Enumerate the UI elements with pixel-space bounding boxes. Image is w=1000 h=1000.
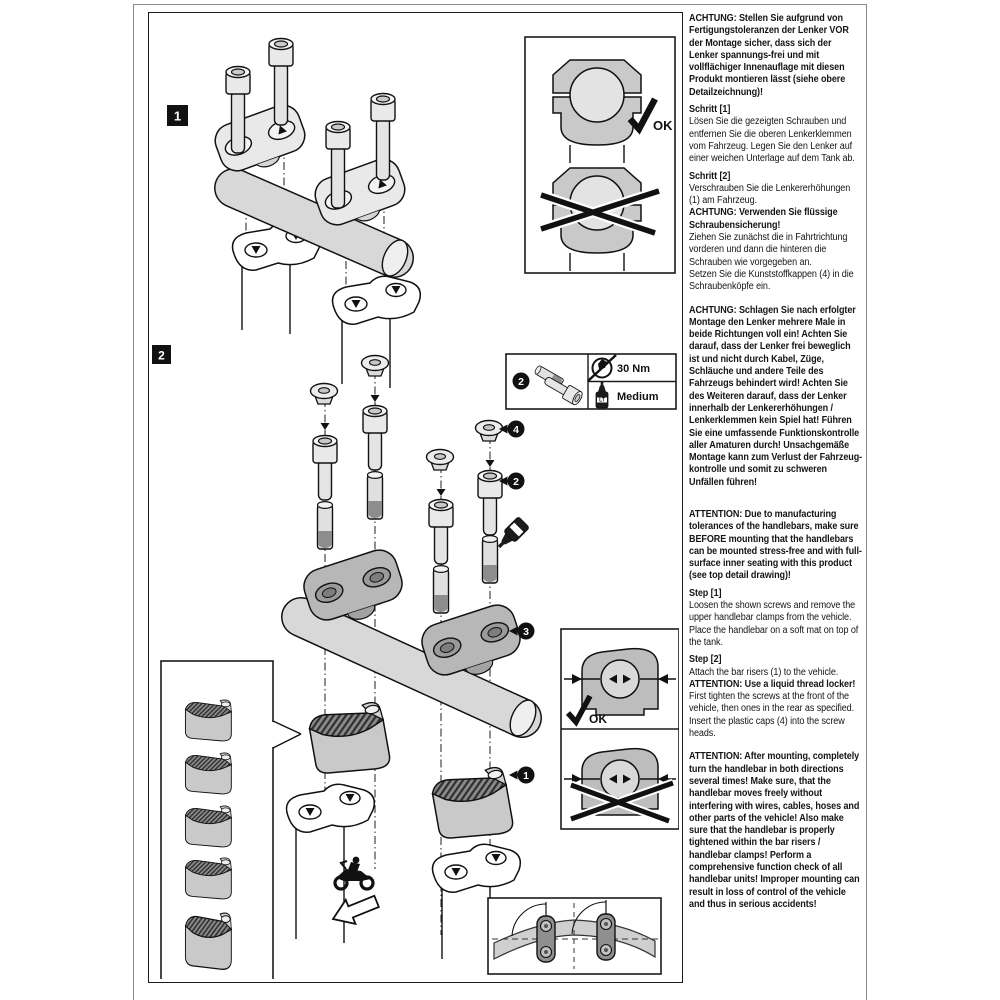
warning-en-post: ATTENTION: After mounting, completely turn the handlebar in both directions several times! Make sure, that the handlebar moves freely without interfering with wires, cables, hoses and other parts of the vehicle! Also make sure that the handlebar is properly tightened within the bar risers / handlebar clamps! Perform a comprehensive function check of all handlebar units! Improper mounting can result in loss of control of the vehicle and thus in serious accidents! — [689, 751, 860, 910]
parts-spec-box — [506, 354, 676, 409]
warning-de-locker: ACHTUNG: Verwenden Sie flüssige Schraubensicherung! — [689, 207, 838, 231]
step-1-body: Loosen the shown screws and remove the upper handlebar clamps from the vehicle. Place the handlebar on a soft mat on top of the tank. — [689, 600, 859, 648]
callout-bar-riser — [509, 767, 535, 784]
callout-screw — [499, 473, 525, 490]
step1-diagram — [210, 39, 420, 389]
heading-schritt-1: Schritt [1] — [689, 104, 731, 116]
schritt-2-body-2: Ziehen Sie zunächst die in Fahrtrichtung vorderen und dann die hinteren die Schrauben wie vorgegeben an. — [689, 232, 848, 268]
schritt-1-body: Lösen Sie die gezeigten Schrauben und entfernen Sie die oberen Lenkerklemmen vom Fahrzeug. Legen Sie den Lenker auf einer weichen Unterlage auf dem Tank ab. — [689, 116, 855, 165]
socket-screw — [313, 406, 502, 565]
heading-step-1: Step [1] — [689, 587, 722, 599]
svg-text:3: 3 — [523, 626, 529, 638]
instruction-text-column — [689, 13, 863, 911]
svg-text:2: 2 — [158, 348, 165, 363]
step2-badge — [152, 345, 171, 364]
schritt-2-body-3: Setzen Sie die Kunststoffkappen (4) in die Schraubenköpfe ein. — [689, 268, 854, 293]
svg-text:2: 2 — [513, 476, 519, 488]
ok-label: OK — [653, 118, 673, 133]
heading-step-2: Step [2] — [689, 654, 722, 666]
direction-arrow — [328, 889, 381, 931]
plastic-cap — [311, 356, 503, 497]
warning-de-pre: ACHTUNG: Stellen Sie aufgrund von Fertigungstoleranzen der Lenker VOR der Montage sicher, dass sich der Lenker spannungs-frei und mit vollflächiger Innenauflage mit diesen Produkt montieren lässt (siehe obere Detailzeichnung)! — [689, 13, 849, 98]
callout-plastic-cap — [499, 421, 525, 438]
inset-handlebar-topview — [488, 898, 661, 974]
warning-en-pre: ATTENTION: Due to manufacturing tolerances of the handlebars, make sure BEFORE mounting that the handlebars can be mounted stress-free and with full-surface inner seating with this product (see top detail drawing)! — [689, 508, 862, 582]
schritt-2-body: Verschrauben Sie die Lenkererhöhungen (1) am Fahrzeug. — [689, 182, 851, 207]
step1-badge — [167, 105, 188, 126]
inset-clamp-alignment — [561, 629, 679, 829]
svg-text:1: 1 — [523, 770, 529, 782]
torque-value: 30 Nm — [617, 363, 651, 375]
callout-gap — [271, 722, 274, 747]
svg-text:1: 1 — [173, 108, 182, 124]
assembly-diagram — [149, 13, 679, 979]
warning-de-post: ACHTUNG: Schlagen Sie nach erfolgter Montage den Lenker mehrere Male in beide Richtungen voll ein! Achten Sie darauf, dass der Lenker frei beweglich ist und nicht durch Kabel, Züge, Schläuche und andere Teile des Fahrzeugs behindert wird! Achten Sie des Weiteren darauf, dass der Lenker innerhalb der Lenkererhöhungen / Lenkerklemmen kein Spiel hat! Führen Sie eine umfassende Funktionskontrolle aller Amaturen durch! Unsachgemäße Montage kann zum Verlust der Fahrzeug-kontrolle und somit zu schweren Unfällen führen! — [689, 304, 863, 488]
diagram-frame — [148, 12, 683, 983]
riding-direction-icon — [328, 857, 381, 931]
callout-pointer — [273, 721, 301, 748]
threadlocker-bottle-icon — [494, 517, 530, 553]
riser-variants-box — [161, 661, 301, 979]
svg-text:4: 4 — [513, 424, 519, 436]
bottle-label: LT — [599, 397, 605, 404]
part-badge-number: 2 — [518, 376, 524, 388]
ok-label: OK — [589, 712, 607, 726]
page-edge-left — [133, 4, 134, 1000]
warning-en-locker: ATTENTION: Use a liquid thread locker! — [689, 678, 856, 690]
heading-schritt-2: Schritt [2] — [689, 170, 731, 182]
inset-clamp-seating — [525, 37, 675, 273]
page-edge-top — [133, 4, 867, 5]
page-edge-right — [866, 4, 867, 1000]
step-2-body-2: First tighten the screws at the front of the vehicle, then ones in the rear as specified. Insert the plastic caps (4) into the screw heads. — [689, 691, 855, 740]
step-2-body: Attach the bar risers (1) to the vehicle. — [689, 666, 839, 678]
threadlocker-grade: Medium — [617, 391, 659, 403]
